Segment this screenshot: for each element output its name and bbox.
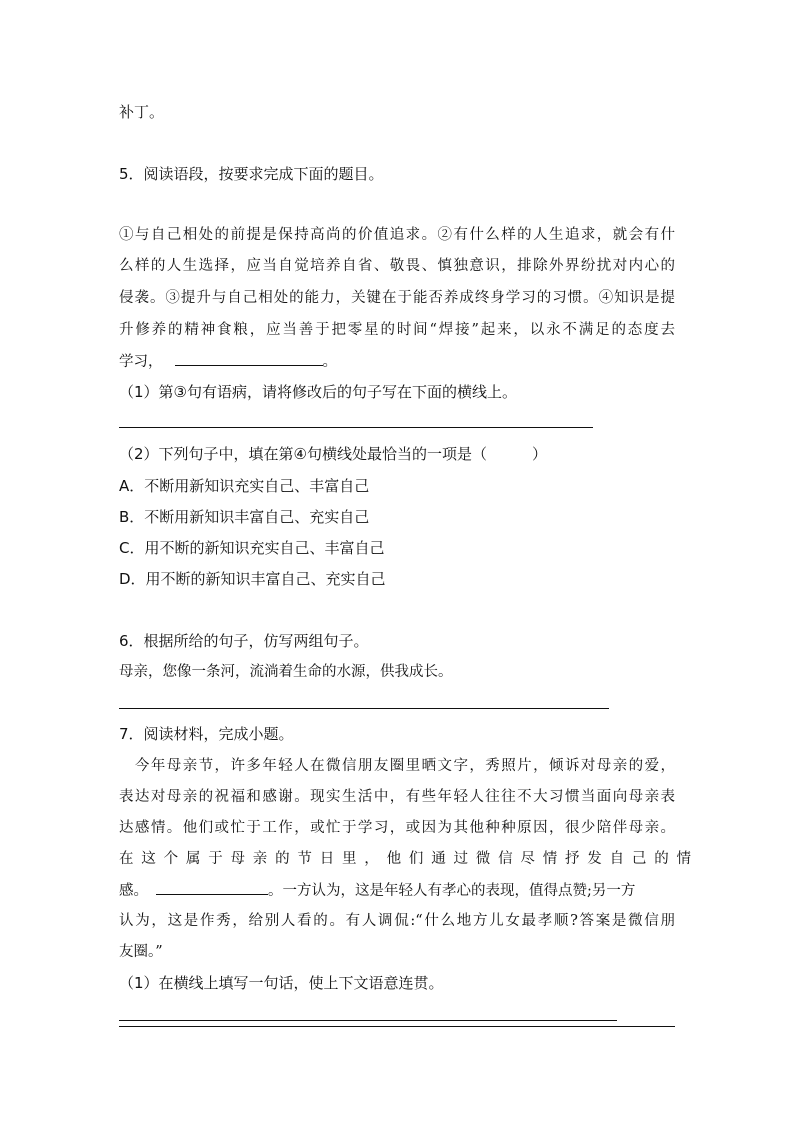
subquestion-1: （1）第③句有语病，请将修改后的句子写在下面的横线上。 — [119, 383, 517, 401]
material-text: 感。 — [119, 883, 148, 899]
subquestion-2: （2）下列句子中，填在第④句横线处最恰当的一项是（ ） — [119, 445, 547, 463]
material-text: 。一方认为，这是年轻人有孝心的表现，值得点赞;另一方 — [268, 883, 636, 899]
answer-line[interactable] — [119, 708, 609, 709]
passage-text: 学习， — [119, 354, 163, 370]
material-line: 达感情。他们或忙于工作，或忙于学习，或因为其他种种原因，很少陪伴母亲。 — [119, 820, 675, 836]
passage-text: 。 — [322, 354, 337, 370]
option-d: D．用不断的新知识丰富自己、充实自己 — [119, 570, 386, 588]
option-a: A．不断用新知识充实自己、丰富自己 — [119, 477, 370, 495]
material-line: 友圈。” — [119, 944, 163, 960]
material-line — [119, 880, 635, 901]
passage-line: 么样的人生选择，应当自觉培养自省、敬畏、慎独意识，排除外界纷扰对内心的 — [119, 258, 675, 274]
option-b: B．不断用新知识丰富自己、充实自己 — [119, 508, 370, 526]
material-line: 今年母亲节，许多年轻人在微信朋友圈里晒文字，秀照片，倾诉对母亲的爱， — [119, 758, 675, 774]
subquestion-1: （1）在横线上填写一句话，使上下文语意连贯。 — [119, 974, 444, 992]
question-5-heading: 5．阅读语段，按要求完成下面的题目。 — [119, 165, 384, 183]
answer-line[interactable] — [119, 1020, 617, 1021]
material-line: 表达对母亲的祝福和感谢。现实生活中，有些年轻人往往不大习惯当面向母亲表 — [119, 789, 675, 805]
option-c: C．用不断的新知识充实自己、丰富自己 — [119, 539, 385, 557]
divider-line — [119, 1026, 675, 1027]
passage-line: 侵袭。③提升与自己相处的能力，关键在于能否养成终身学习的习惯。④知识是提 — [119, 290, 675, 306]
answer-blank[interactable] — [156, 880, 268, 895]
passage-line: ①与自己相处的前提是保持高尚的价值追求。②有什么样的人生追求，就会有什 — [119, 227, 675, 243]
passage-line: 升修养的精神食粮，应当善于把零星的时间“焊接”起来，以永不满足的态度去 — [119, 322, 675, 338]
model-sentence: 母亲，您像一条河，流淌着生命的水源，供我成长。 — [119, 664, 453, 680]
answer-line[interactable] — [119, 427, 593, 428]
material-line: 认为，这是作秀，给别人看的。有人调侃:“什么地方儿女最孝顺?答案是微信朋 — [119, 913, 675, 929]
material-line: 在这个属于母亲的节日里，他们通过微信尽情抒发自己的情 — [119, 851, 699, 867]
passage-line — [119, 351, 337, 372]
question-7-heading: 7．阅读材料，完成小题。 — [119, 725, 294, 743]
text-line: 补丁。 — [119, 103, 165, 121]
answer-blank[interactable] — [175, 351, 323, 366]
question-6-heading: 6．根据所给的句子，仿写两组句子。 — [119, 632, 369, 650]
